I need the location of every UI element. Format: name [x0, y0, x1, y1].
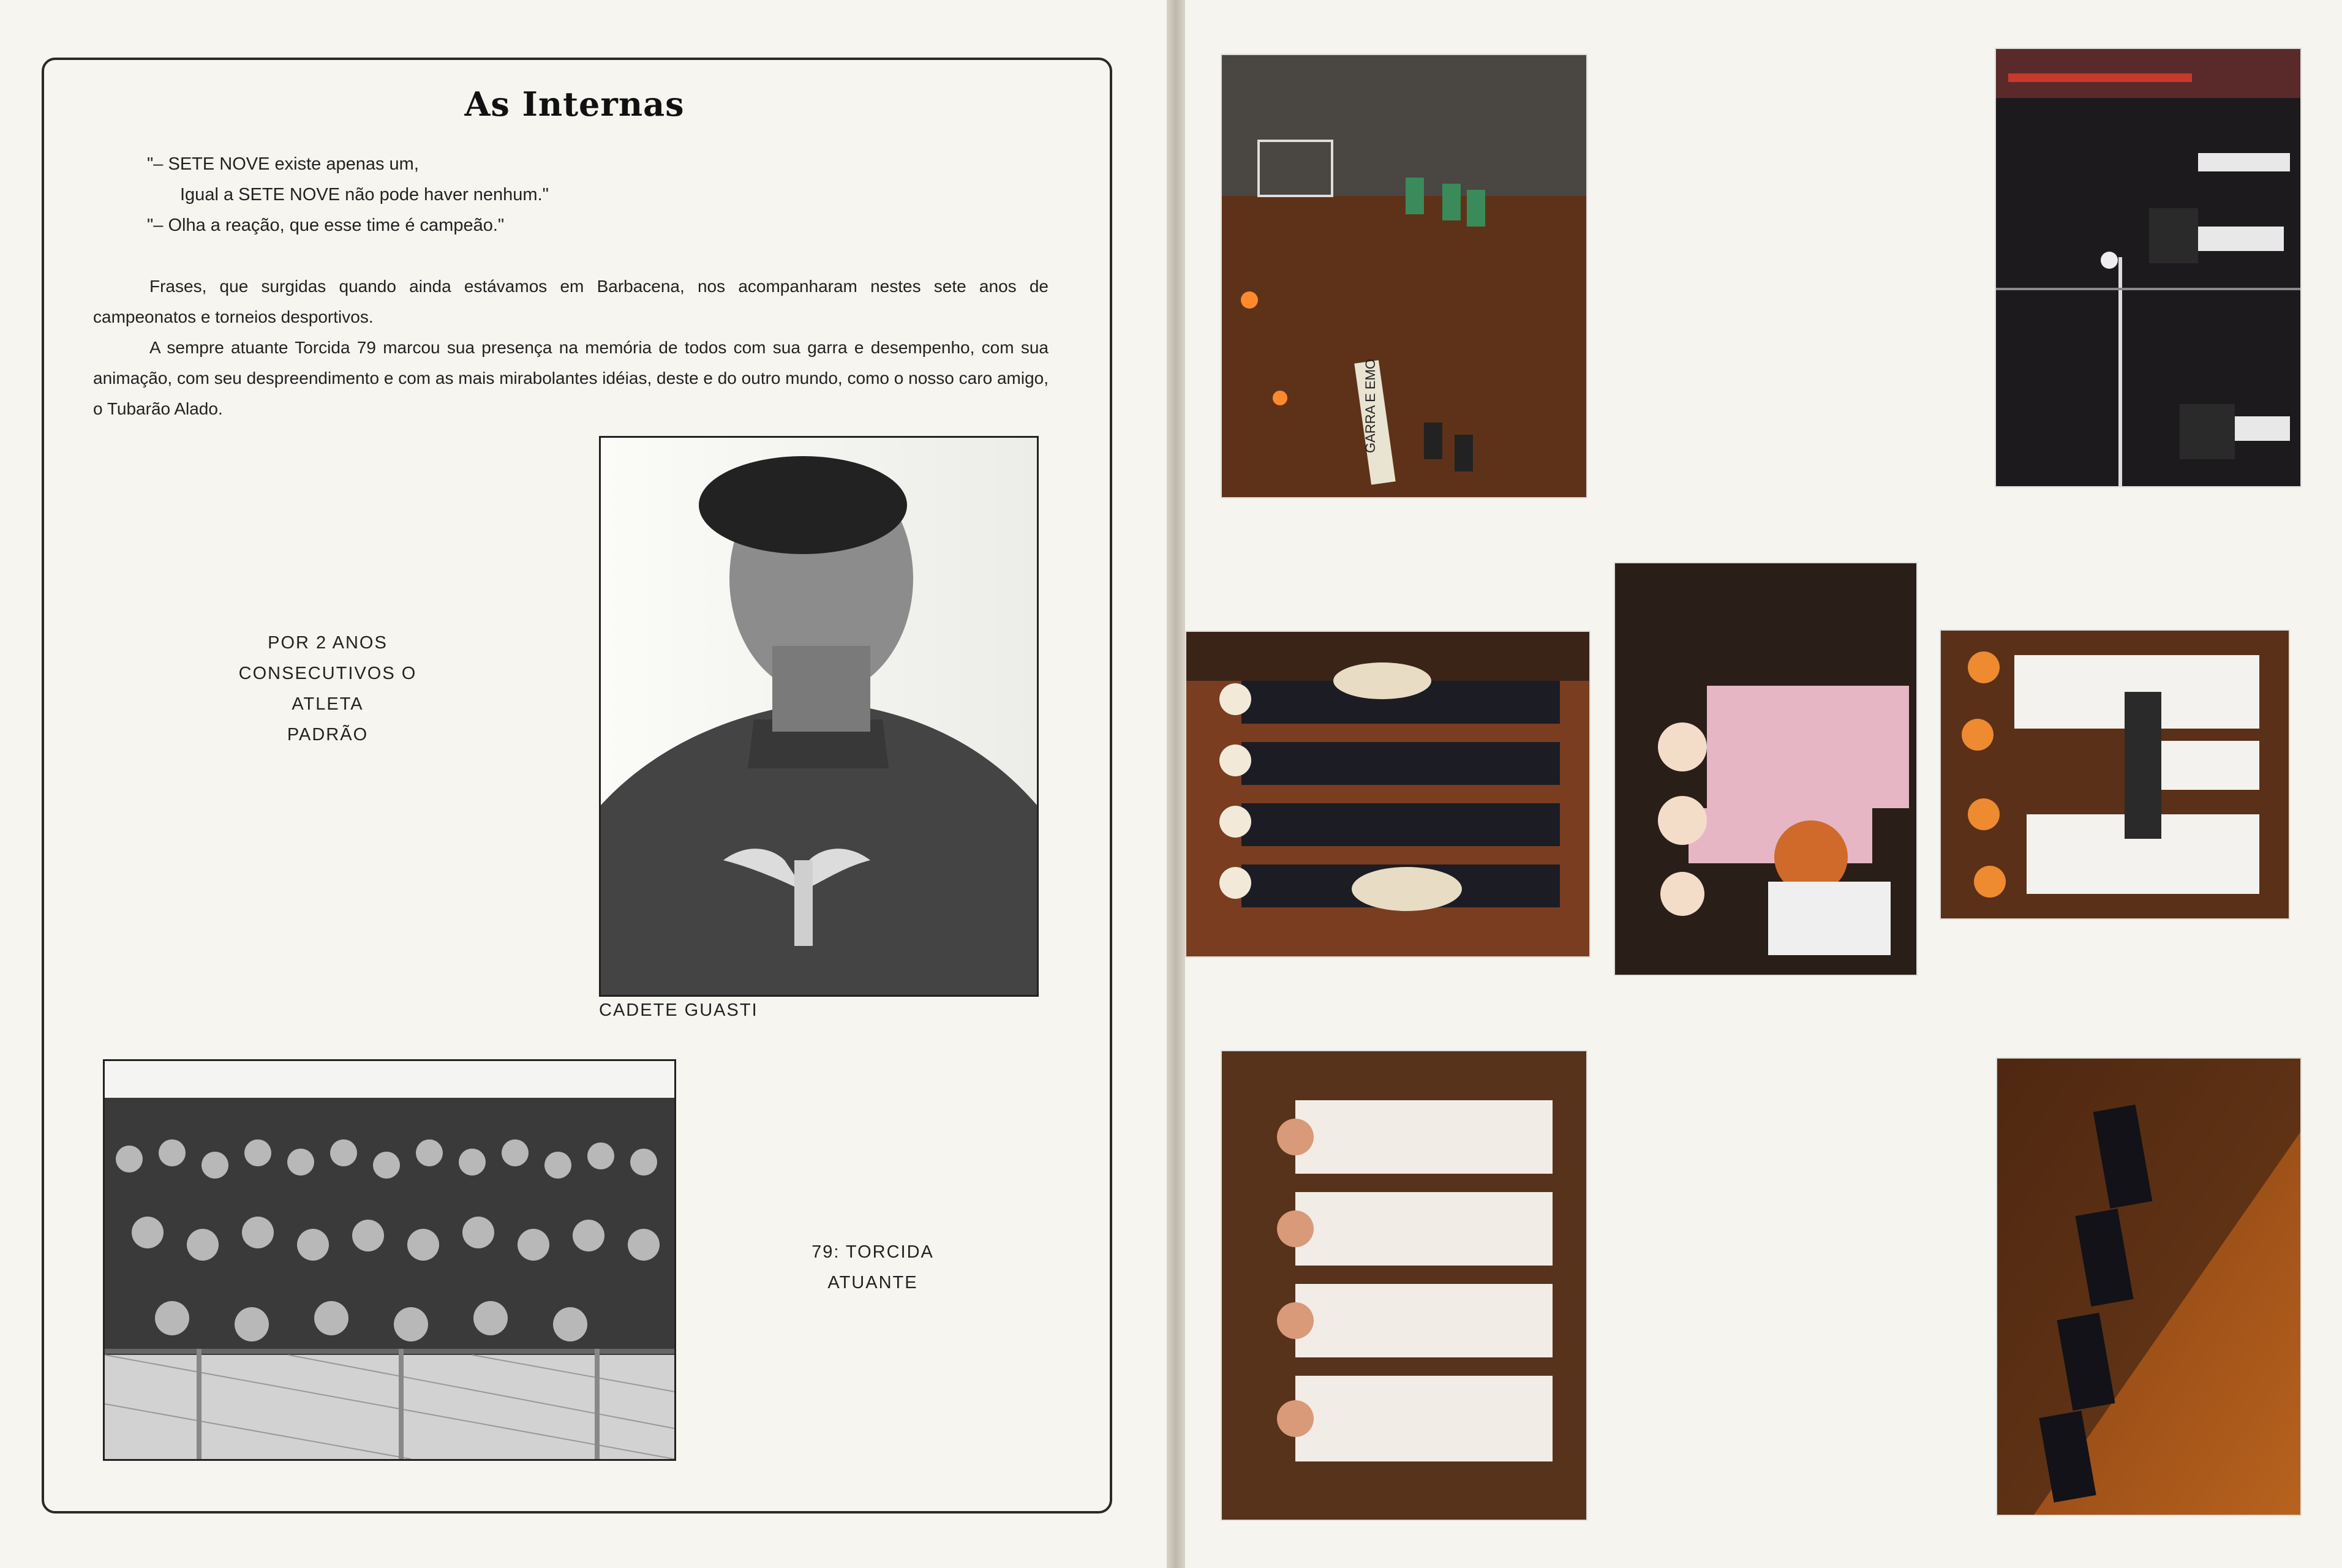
paragraph-2: A sempre atuante Torcida 79 marcou sua presença na memória de todos com sua garra e desempenho, com sua animação, com seu despreendimento e com as mais mirabolantes idéias, deste e do outro mundo, como o nosso caro amigo, o Tubarão Alado.: [93, 338, 1049, 418]
athlete-caption-line-3: ATLETA: [292, 694, 364, 714]
team-white-photo: [1221, 1050, 1587, 1521]
volleyball-photo: [1995, 48, 2302, 487]
athlete-caption-line-2: CONSECUTIVOS O: [238, 664, 417, 683]
crowd-photo: [103, 1059, 676, 1461]
athlete-caption-line-1: POR 2 ANOS: [268, 633, 388, 653]
right-page: [1185, 0, 2342, 1568]
page-title: As Internas: [464, 84, 685, 124]
body-text: [93, 271, 1049, 424]
crowd-caption: [778, 1237, 968, 1298]
athlete-caption: [220, 628, 435, 750]
quote-line-1: "– SETE NOVE existe apenas um,: [147, 154, 419, 174]
portrait-caption: CADETE GUASTI: [599, 1000, 758, 1020]
athlete-caption-line-4: PADRÃO: [287, 725, 369, 745]
crowd-caption-line-1: 79: TORCIDA: [811, 1242, 934, 1262]
portrait-photo: [599, 436, 1039, 997]
team-dark-photo: [1996, 1057, 2302, 1516]
book-gutter: [1167, 0, 1185, 1568]
costume-photo: [1614, 562, 1918, 976]
gym-banner-text: GARRA E EMO: [1363, 358, 1378, 453]
crowd-caption-line-2: ATUANTE: [827, 1273, 918, 1292]
quote-line-2: Igual a SETE NOVE não pode haver nenhum.": [180, 185, 549, 204]
fans-photo: [1940, 629, 2290, 920]
paragraph-1: Frases, que surgidas quando ainda estávamos em Barbacena, nos acompanharam nestes sete anos de campeonatos e torneios desportivos.: [93, 277, 1049, 326]
left-page: [0, 0, 1167, 1568]
quote-line-3: "– Olha a reação, que esse time é campeão.": [147, 216, 505, 235]
basketball-photo: [1221, 54, 1587, 498]
band-photo: [1185, 631, 1591, 958]
